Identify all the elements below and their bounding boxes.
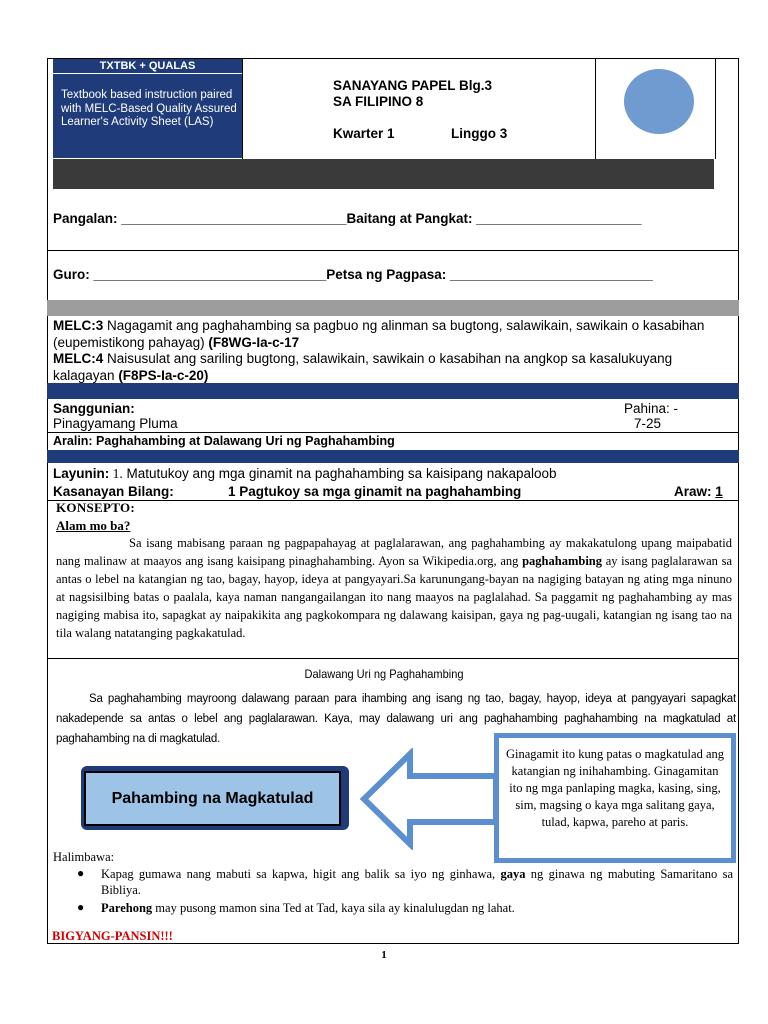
melc3-text: Nagagamit ang paghahambing sa pagbuo ng alinman sa bugtong, salawikain, sawikain o kasabihan (eupemistikong pahayag): [53, 318, 705, 350]
melc-block: [53, 318, 733, 384]
skill-text: 1 Pagtukoy sa mga ginamit na paghahambing: [228, 484, 522, 499]
example-1-term: gaya: [500, 867, 526, 881]
objective-label: Layunin:: [53, 466, 110, 481]
types-heading: Dalawang Uri ng Paghahambing: [304, 667, 464, 681]
badge-title: TXTBK + QUALAS: [53, 59, 242, 74]
navy-divider-bar-2: [47, 450, 739, 463]
week-label: Linggo 3: [451, 126, 508, 141]
attention-notice: BIGYANG-PANSIN!!!: [52, 929, 173, 943]
header-divider: [595, 59, 596, 159]
objective-line: [53, 466, 557, 482]
melc4-text: Naisusulat ang sariling bugtong, salawikain, sawikain o kasabihan na angkop sa kasalukuyang kalagayan: [53, 351, 673, 383]
teacher-date-line[interactable]: Guro: _______________________________Petsa ng Pagpasa: ___________________________: [53, 267, 653, 282]
header-dark-bar: [53, 159, 714, 189]
logo-circle: [624, 69, 694, 134]
rule: [47, 432, 739, 433]
bullet-icon: ●: [77, 866, 85, 880]
badge-text: Textbook based instruction paired with MELC-Based Quality Assured Learner's Activity Sheet (LAS): [61, 89, 237, 128]
objective-num: 1.: [109, 466, 123, 481]
example-2-term: Parehong: [101, 901, 153, 915]
day-line: [674, 484, 723, 499]
concept-text-b: ay isang paglalarawan sa antas o lebel na katangian ng tao, bagay, hayop, ideya at pangyayari.Sa karunungang-bayan na nagiging batayan ng ating mga ninuno at nagsisilbing batas o paalala, kaya naman nangangailangan ito nang maayos na paglalahad. Sa paggamit ng paghahambing ay mas nagiging mabisa ito, sapagkat ay naipakikita ang pagkokompara ng dalawang kaisipan, gaya ng pag-uugali, katangian ng isang tao na tila walang natatanging pagkakatulad.: [56, 554, 732, 640]
bullet-icon: ●: [77, 900, 85, 914]
source-label: Sanggunian:: [53, 401, 135, 416]
skill-label: Kasanayan Bilang:: [53, 484, 174, 499]
melc4-label: MELC:4: [53, 351, 104, 366]
day-value: 1: [715, 484, 723, 499]
concept-heading: KONSEPTO:: [56, 500, 136, 515]
melc3-label: MELC:3: [53, 318, 104, 333]
quarter-label: Kwarter 1: [333, 126, 395, 141]
sheet-title: SANAYANG PAPEL Blg.3: [333, 78, 493, 93]
example-1-text-a: Kapag gumawa nang mabuti sa kapwa, higit ang balik sa iyo ng ginhawa,: [101, 867, 501, 881]
types-paragraph: Sa paghahambing mayroong dalawang paraan para ihambing ang isang ng tao, bagay, hayop, ideya at pangyayari sapagkat nakadepende sa antas o lebel ang paglalarawan. Kaya, may dalawang uri ang paghahambing paghahambing na magkatulad at paghahambing na di magkatulad.: [56, 693, 736, 745]
navy-divider-bar: [47, 383, 739, 399]
page-number: 1: [381, 949, 387, 961]
type-box-label: Pahambing na Magkatulad: [111, 790, 314, 807]
left-arrow-graphic: [360, 748, 500, 850]
example-1-text-b: ng ginawa ng mabuting Samaritano sa Bibliya.: [101, 867, 733, 897]
objective-text: Matutukoy ang mga ginamit na paghahambing sa kaisipang nakapaloob: [122, 466, 557, 481]
did-you-know: Alam mo ba?: [56, 518, 131, 533]
concept-term: paghahambing: [522, 554, 602, 568]
melc4-code: (F8PS-Ia-c-20): [118, 367, 209, 383]
rule: [47, 658, 739, 659]
gray-divider-bar: [47, 300, 739, 316]
example-2-text: may pusong mamon sina Ted at Tad, kaya sila ay kinalulugdan ng lahat.: [152, 901, 515, 915]
source-book: Pinagyamang Pluma: [53, 416, 178, 431]
examples-label: Halimbawa:: [53, 850, 115, 864]
source-page-range: 7-25: [634, 416, 662, 431]
rule: [47, 500, 739, 501]
name-grade-line[interactable]: Pangalan: ______________________________Baitang at Pangkat: ______________________: [53, 211, 642, 226]
lesson-title: Aralin: Paghahambing at Dalawang Uri ng Paghahambing: [53, 434, 395, 448]
melc3-code: (F8WG-Ia-c-17: [208, 334, 300, 350]
example-1: [101, 866, 733, 898]
concept-paragraph: [56, 534, 732, 642]
day-label: Araw:: [674, 484, 716, 499]
example-2: [101, 900, 733, 916]
concept-text-a: Sa isang mabisang paraan ng pagpapahayag at paglalarawan, ang paghahambing ay makakatulong upang maipabatid nang malinaw at maayos ang isang kaisipang pinaghahambing. Ayon sa Wikipedia.org, ang: [56, 536, 732, 568]
note-text: Ginagamit ito kung patas o magkatulad ang katangian ng inihahambing. Ginagamitan ito ng mga panlaping magka, kasing, sing, sim, magsing o kaya mga salitang gaya, tulad, kapwa, pareho at paris.: [506, 747, 725, 829]
source-page-label: Pahina: -: [624, 401, 679, 416]
sheet-subtitle: SA FILIPINO 8: [333, 94, 424, 109]
rule: [47, 250, 739, 251]
